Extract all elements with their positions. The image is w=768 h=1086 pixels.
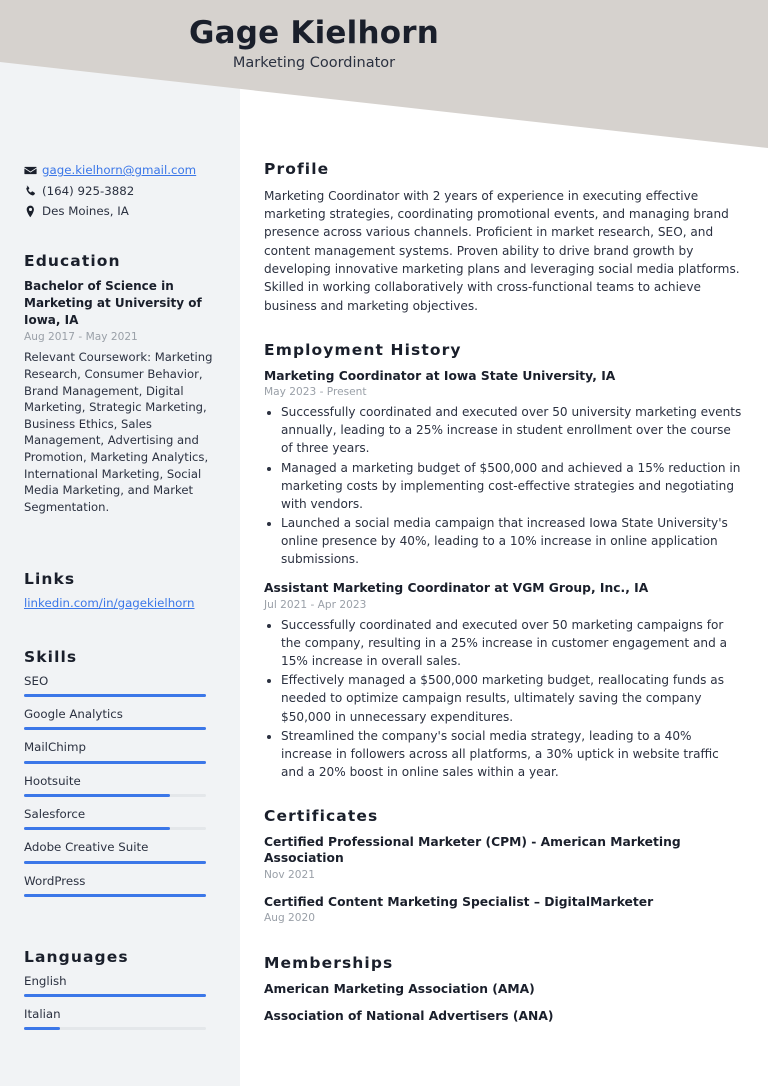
membership-item: Association of National Advertisers (ANA) [264, 1009, 554, 1024]
employment-title: Marketing Coordinator at Iowa State University, IA [264, 368, 616, 383]
contact-value[interactable]: gage.kielhorn@gmail.com [42, 163, 197, 177]
skill-level-fill [24, 994, 206, 997]
skill-item [24, 1007, 216, 1030]
certificate-title: Certified Professional Marketer (CPM) - American Marketing Association [264, 834, 681, 866]
employment-title: Assistant Marketing Coordinator at VGM Group, Inc., IA [264, 581, 649, 596]
skill-item [24, 674, 216, 697]
skills-section [24, 648, 216, 907]
memberships-section [264, 954, 744, 1025]
profile-section [264, 160, 744, 315]
certificates-section [264, 807, 744, 926]
skill-level-bar [24, 794, 206, 797]
contact-row[interactable] [24, 163, 220, 178]
contact-info [24, 163, 220, 225]
skill-label: English [24, 973, 67, 988]
employment-date: May 2023 - Present [264, 386, 367, 399]
skill-item [24, 807, 216, 830]
education-heading: Education [24, 252, 121, 270]
skill-label: Hootsuite [24, 773, 81, 788]
memberships-heading: Memberships [264, 953, 394, 972]
skill-label: SEO [24, 673, 49, 688]
skill-level-fill [24, 894, 206, 897]
contact-value: (164) 925-3882 [42, 183, 135, 198]
employment-bullets [264, 616, 744, 781]
links-section [24, 570, 216, 612]
employment-bullet: • Launched a social media campaign that increased Iowa State University's online presence by 40%, leading to a 10% increase in online application submissions. [281, 514, 744, 568]
skill-label: Salesforce [24, 806, 86, 821]
location-pin-icon [24, 204, 42, 218]
skill-item [24, 774, 216, 797]
certificate-date: Nov 2021 [264, 868, 316, 881]
employment-bullet: • Successfully coordinated and executed over 50 marketing campaigns for the company, resulting in a 25% increase in customer engagement and a 15% increase in overall sales. [281, 616, 744, 670]
skill-level-fill [24, 1027, 60, 1030]
education-title: Bachelor of Science in Marketing at University of Iowa, IA [24, 278, 202, 327]
page-title: Gage Kielhorn [189, 15, 439, 51]
skill-level-fill [24, 861, 206, 864]
skill-level-fill [24, 761, 206, 764]
sidebar [0, 0, 240, 1086]
education-date: Aug 2017 - May 2021 [24, 330, 138, 343]
links-heading: Links [24, 570, 76, 588]
certificate-item [264, 834, 744, 883]
link-item[interactable]: linkedin.com/in/gagekielhorn [24, 595, 195, 610]
email-icon [24, 163, 42, 177]
profile-text: Marketing Coordinator with 2 years of experience in executing effective marketing strategies, coordinating promotional events, and managing brand presence across various channels. Proficient in market research, SEO, and content management systems. Proven ability to drive brand growth by developing innovative marketing plans and leveraging social media platforms. Skilled in working collaboratively with cross-functional teams to achieve business and marketing objectives. [264, 188, 740, 313]
skill-item [24, 874, 216, 897]
contact-row [24, 184, 220, 199]
languages-section [24, 948, 216, 1040]
skill-level-fill [24, 694, 206, 697]
skill-level-bar [24, 994, 206, 997]
employment-bullets [264, 403, 744, 568]
skill-label: Italian [24, 1006, 61, 1021]
employment-date: Jul 2021 - Apr 2023 [264, 599, 367, 612]
skill-label: MailChimp [24, 740, 86, 755]
phone-icon [24, 184, 42, 198]
certificate-item [264, 894, 744, 926]
skill-level-bar [24, 861, 206, 864]
skill-level-bar [24, 727, 206, 730]
profile-heading: Profile [264, 160, 330, 178]
skills-heading: Skills [24, 648, 78, 666]
header-subtitle: Marketing Coordinator [232, 54, 396, 71]
skill-level-fill [24, 827, 170, 830]
membership-item: American Marketing Association (AMA) [264, 981, 535, 996]
skill-level-bar [24, 894, 206, 897]
skill-level-bar [24, 1027, 206, 1030]
employment-bullet: • Successfully coordinated and executed over 50 university marketing events annually, leading to a 25% increase in student enrollment over the course of three years. [281, 403, 744, 457]
contact-row [24, 204, 220, 219]
employment-bullet: • Managed a marketing budget of $500,000 and achieved a 15% reduction in marketing costs by implementing cost-effective strategies and negotiating with vendors. [281, 459, 744, 513]
employment-heading: Employment History [264, 341, 462, 360]
certificate-date: Aug 2020 [264, 912, 316, 925]
skill-item [24, 740, 216, 763]
skill-item [24, 840, 216, 863]
education-description: Relevant Coursework: Marketing Research, Consumer Behavior, Brand Management, Digital Marketing, Strategic Marketing, Business Ethics, Sales Management, Advertising and Promotion, Marketing Analytics, International Marketing, Social Media Marketing, and Market Segmentation. [24, 350, 213, 514]
education-item [24, 278, 216, 516]
contact-value: Des Moines, IA [42, 204, 129, 219]
employment-bullet: • Streamlined the company's social media strategy, leading to a 40% increase in followers across all platforms, a 30% uptick in website traffic and a 20% boost in online sales within a year. [281, 727, 744, 781]
employment-entry [264, 368, 744, 569]
skill-level-bar [24, 694, 206, 697]
skill-level-fill [24, 794, 170, 797]
certificate-title: Certified Content Marketing Specialist – DigitalMarketer [264, 894, 654, 909]
education-section [24, 252, 216, 515]
employment-entry [264, 580, 744, 781]
skill-level-bar [24, 827, 206, 830]
certificates-heading: Certificates [264, 807, 379, 826]
skill-level-bar [24, 761, 206, 764]
main-column [264, 0, 744, 1025]
skill-label: Adobe Creative Suite [24, 840, 149, 855]
skill-label: WordPress [24, 873, 86, 888]
skill-item [24, 707, 216, 730]
skill-item [24, 974, 216, 997]
employment-bullet: • Effectively managed a $500,000 marketing budget, reallocating funds as needed to optimize campaign results, ultimately saving the company $50,000 in unnecessary expenditures. [281, 671, 744, 725]
employment-section [264, 341, 744, 781]
languages-heading: Languages [24, 948, 129, 966]
skill-label: Google Analytics [24, 706, 123, 721]
skill-level-fill [24, 727, 206, 730]
